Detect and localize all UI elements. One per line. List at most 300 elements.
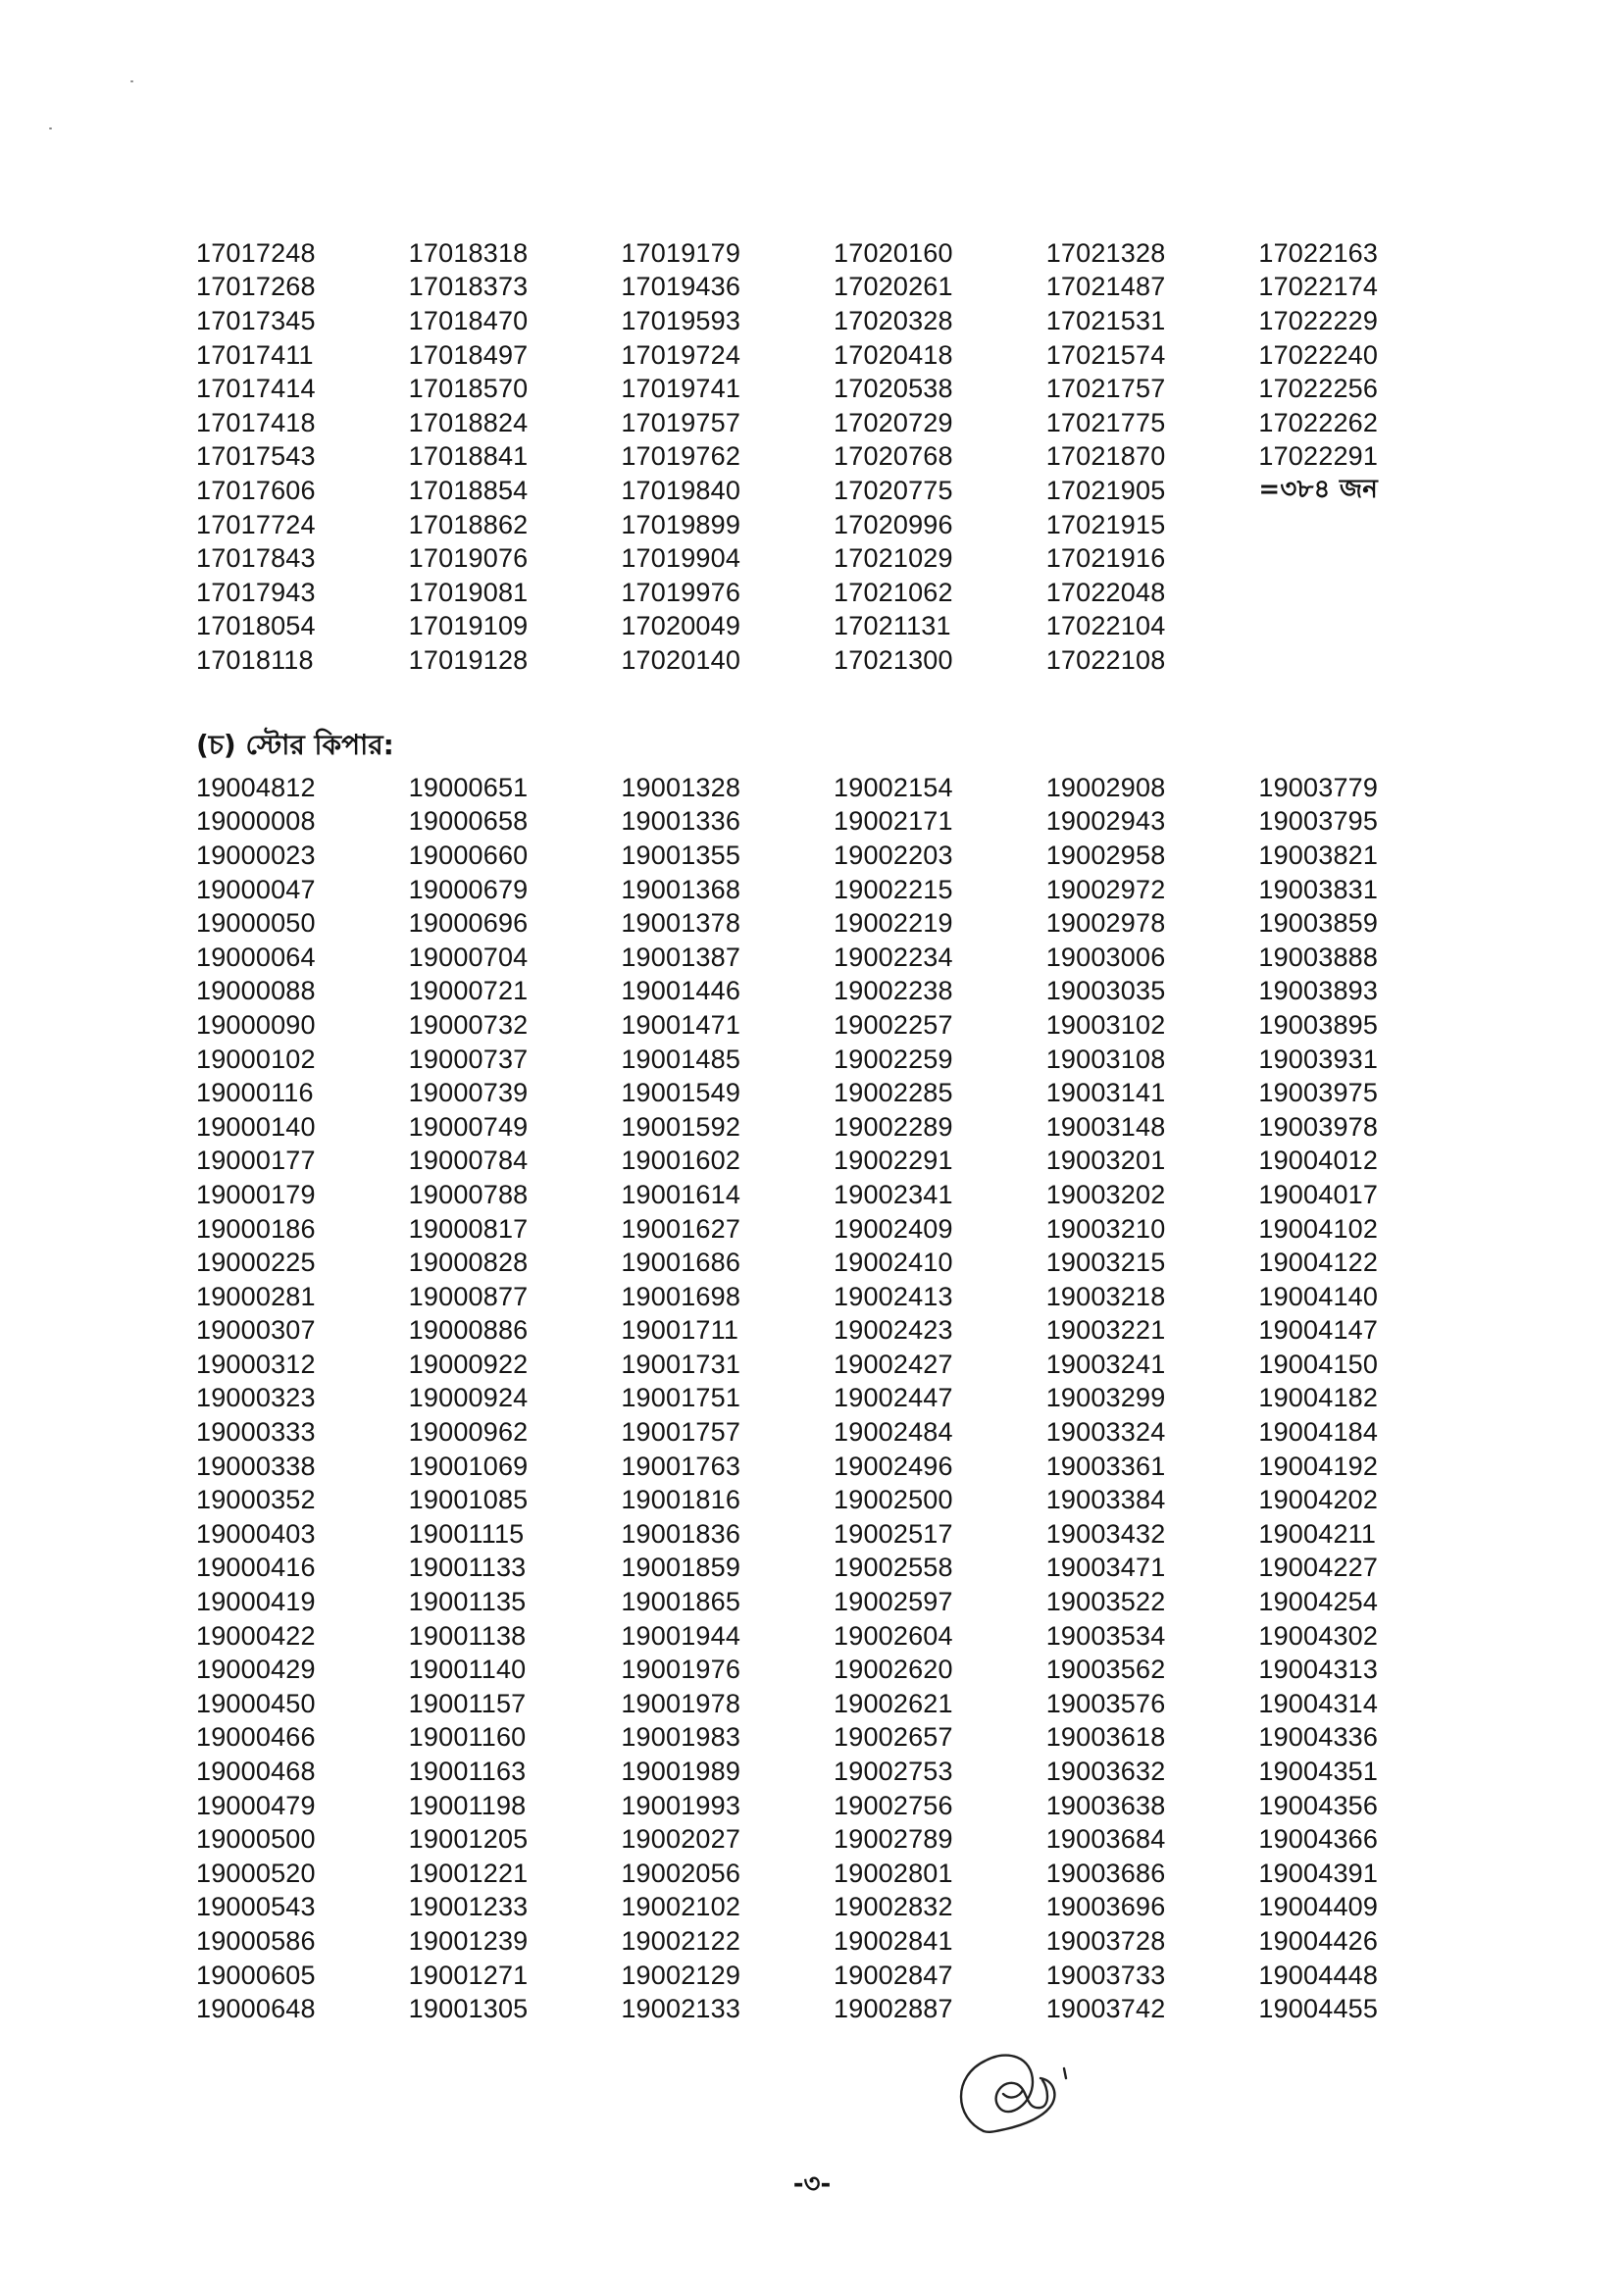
roll-number: 17019109 [408, 611, 529, 641]
roll-number: 19000479 [196, 1790, 316, 1820]
roll-number: 19001233 [408, 1892, 529, 1922]
roll-number: 19004391 [1258, 1858, 1379, 1888]
roll-number: 17019899 [621, 509, 741, 539]
roll-number: 17019840 [621, 475, 741, 505]
roll-number: 19001115 [408, 1518, 525, 1549]
roll-number: 17017248 [196, 237, 316, 268]
roll-number: 17019741 [621, 374, 741, 404]
roll-number: 19001592 [621, 1111, 741, 1142]
table-row [196, 1891, 1471, 1925]
roll-number: 19002171 [834, 806, 953, 837]
roll-number: 17020768 [834, 441, 953, 472]
roll-number: 19003632 [1045, 1757, 1166, 1787]
roll-number: 19000500 [196, 1824, 316, 1855]
roll-number: 17021915 [1045, 509, 1166, 539]
roll-number: 17018318 [408, 237, 529, 268]
roll-number: 19001602 [621, 1146, 741, 1176]
roll-number: 19000732 [408, 1009, 529, 1040]
roll-number: 19001271 [408, 1960, 529, 1990]
roll-number: 19002558 [834, 1553, 953, 1583]
table-row [196, 1008, 1471, 1043]
roll-number: 19002427 [834, 1349, 953, 1379]
table-row [196, 1280, 1471, 1314]
roll-number: 19004227 [1258, 1553, 1379, 1583]
roll-number: 19001549 [621, 1078, 741, 1108]
table-row [196, 406, 1471, 440]
roll-number: 19000090 [196, 1009, 316, 1040]
roll-number: 17020049 [621, 611, 741, 641]
roll-number: 19000739 [408, 1078, 529, 1108]
roll-number: 19004314 [1258, 1688, 1379, 1718]
table-row [196, 1348, 1471, 1382]
roll-number: 19003696 [1045, 1892, 1166, 1922]
roll-number: 17017543 [196, 441, 316, 472]
roll-number: 19003795 [1258, 806, 1379, 837]
roll-number: 19001978 [621, 1688, 741, 1718]
roll-number: 19004140 [1258, 1281, 1379, 1311]
roll-number: 19003562 [1045, 1655, 1166, 1685]
roll-number: 19003299 [1045, 1383, 1166, 1413]
roll-number: 19004184 [1258, 1417, 1379, 1448]
table-row [196, 1382, 1471, 1416]
roll-number: 19000225 [196, 1248, 316, 1278]
roll-number: 19002597 [834, 1587, 953, 1617]
roll-number: 17019757 [621, 407, 741, 437]
roll-number: 19004122 [1258, 1248, 1379, 1278]
table-row [196, 1517, 1471, 1552]
table-row [196, 1178, 1471, 1212]
roll-number: 19000338 [196, 1451, 316, 1481]
table-row [196, 1076, 1471, 1110]
roll-number: 19003742 [1045, 1994, 1166, 2024]
roll-number: 17017843 [196, 543, 316, 574]
scan-speck [130, 80, 133, 82]
roll-number: 17021328 [1045, 237, 1166, 268]
roll-number: 19004202 [1258, 1485, 1379, 1515]
roll-number: 19002154 [834, 772, 953, 802]
roll-number: 19000543 [196, 1892, 316, 1922]
roll-number: 19003895 [1258, 1009, 1379, 1040]
roll-number: 19002129 [621, 1960, 741, 1990]
roll-number: 19004017 [1258, 1179, 1379, 1209]
roll-number-grid-continued [196, 236, 1471, 678]
roll-number: 19000924 [408, 1383, 529, 1413]
roll-number: 19001305 [408, 1994, 529, 2024]
roll-number: 17019081 [408, 577, 529, 607]
roll-number: 19001757 [621, 1417, 741, 1448]
roll-number: 19004455 [1258, 1994, 1379, 2024]
roll-number: 19000116 [196, 1078, 314, 1108]
roll-number: 19002133 [621, 1994, 741, 2024]
roll-number: 19001446 [621, 976, 741, 1006]
roll-number: 19001989 [621, 1757, 741, 1787]
roll-number: 19000450 [196, 1688, 316, 1718]
roll-number: 19000064 [196, 942, 316, 972]
table-row [196, 1721, 1471, 1756]
roll-number: 19002756 [834, 1790, 953, 1820]
table-row [196, 271, 1471, 305]
roll-number: 19000008 [196, 806, 316, 837]
table-row [196, 1959, 1471, 1993]
roll-number: 19000922 [408, 1349, 529, 1379]
roll-number: 19001378 [621, 908, 741, 939]
roll-number: 19004313 [1258, 1655, 1379, 1685]
roll-number: 17022048 [1045, 577, 1166, 607]
roll-number: 19003534 [1045, 1620, 1166, 1651]
roll-number: 19003618 [1045, 1722, 1166, 1753]
roll-number: 19000102 [196, 1044, 316, 1074]
roll-number: 19003006 [1045, 942, 1166, 972]
roll-number: 17017411 [196, 339, 314, 370]
roll-number: 19003108 [1045, 1044, 1166, 1074]
roll-number: 17021029 [834, 543, 953, 574]
roll-number: 17017268 [196, 272, 316, 302]
roll-number: 19004812 [196, 772, 316, 802]
table-row [196, 1552, 1471, 1586]
roll-number: 19001328 [621, 772, 741, 802]
roll-number: 19003686 [1045, 1858, 1166, 1888]
roll-number: 19002500 [834, 1485, 953, 1515]
roll-number: 19000422 [196, 1620, 316, 1651]
roll-number: 17017418 [196, 407, 316, 437]
roll-number: 19003522 [1045, 1587, 1166, 1617]
roll-number: 19000281 [196, 1281, 316, 1311]
table-row [196, 1585, 1471, 1619]
roll-number: 17022262 [1258, 407, 1379, 437]
roll-number: 17022104 [1045, 611, 1166, 641]
roll-number: 17017414 [196, 374, 316, 404]
roll-number: 19002801 [834, 1858, 953, 1888]
roll-number: 19002291 [834, 1146, 953, 1176]
roll-number: 19000323 [196, 1383, 316, 1413]
table-row [196, 1857, 1471, 1891]
roll-number-grid-store-keeper [196, 771, 1471, 2026]
roll-number: 19002341 [834, 1179, 953, 1209]
roll-number: 17018841 [408, 441, 529, 472]
roll-number: 17020538 [834, 374, 953, 404]
roll-number: 19003215 [1045, 1248, 1166, 1278]
roll-number: 19003931 [1258, 1044, 1379, 1074]
roll-number: 19002423 [834, 1315, 953, 1346]
roll-number: 19000179 [196, 1179, 316, 1209]
table-row [196, 1653, 1471, 1687]
roll-number: 19003102 [1045, 1009, 1166, 1040]
roll-number: 17019436 [621, 272, 741, 302]
roll-number: 17022256 [1258, 374, 1379, 404]
roll-number: 19001069 [408, 1451, 529, 1481]
roll-number: 19004254 [1258, 1587, 1379, 1617]
roll-number: 17017606 [196, 475, 316, 505]
table-row [196, 805, 1471, 840]
roll-number: 19004211 [1258, 1518, 1377, 1549]
roll-number: 19001368 [621, 874, 741, 904]
roll-number: 17022174 [1258, 272, 1379, 302]
section-heading-store-keeper: (চ) স্টোর কিপার: [196, 729, 394, 761]
roll-number: 19004409 [1258, 1892, 1379, 1922]
roll-number: 19000877 [408, 1281, 529, 1311]
roll-number: 19000788 [408, 1179, 529, 1209]
roll-number: 19002657 [834, 1722, 953, 1753]
roll-number: 17018118 [196, 644, 314, 675]
table-row [196, 975, 1471, 1009]
roll-number: 19000047 [196, 874, 316, 904]
roll-number: 19003471 [1045, 1553, 1166, 1583]
roll-number: 17021300 [834, 644, 953, 675]
roll-number: 19001816 [621, 1485, 741, 1515]
roll-number: 19003221 [1045, 1315, 1166, 1346]
roll-number: 17021062 [834, 577, 953, 607]
roll-number: 19001976 [621, 1655, 741, 1685]
table-row [196, 338, 1471, 373]
roll-number: 19000050 [196, 908, 316, 939]
roll-number: 19000586 [196, 1925, 316, 1956]
roll-number: 19004192 [1258, 1451, 1379, 1481]
roll-number: 19001944 [621, 1620, 741, 1651]
roll-number: 19000651 [408, 772, 529, 802]
roll-number: 19001133 [408, 1553, 527, 1583]
roll-number: 17018862 [408, 509, 529, 539]
roll-number: 19003035 [1045, 976, 1166, 1006]
roll-number: 19001993 [621, 1790, 741, 1820]
roll-number: 19001485 [621, 1044, 741, 1074]
roll-number: 19002203 [834, 840, 953, 870]
roll-number: 19000660 [408, 840, 529, 870]
table-row [196, 771, 1471, 805]
roll-number: 17018497 [408, 339, 529, 370]
roll-number: 19004351 [1258, 1757, 1379, 1787]
roll-number: 19000088 [196, 976, 316, 1006]
page-number: -৩- [792, 2169, 832, 2199]
table-row [196, 1822, 1471, 1857]
roll-number: 19001763 [621, 1451, 741, 1481]
roll-number: 19003218 [1045, 1281, 1166, 1311]
roll-number: 19001085 [408, 1485, 529, 1515]
roll-number: 19002887 [834, 1994, 953, 2024]
roll-number: 19000403 [196, 1518, 316, 1549]
roll-number: 19002102 [621, 1892, 741, 1922]
table-row [196, 576, 1471, 610]
table-row [196, 906, 1471, 941]
roll-number: 19001698 [621, 1281, 741, 1311]
roll-number: 19002841 [834, 1925, 953, 1956]
roll-number: 19003210 [1045, 1213, 1166, 1244]
roll-number: 19001157 [408, 1688, 527, 1718]
roll-number: 17018054 [196, 611, 316, 641]
roll-number: 19000962 [408, 1417, 529, 1448]
roll-number: 19001198 [408, 1790, 527, 1820]
signature [946, 2035, 1093, 2153]
roll-number: 17018373 [408, 272, 529, 302]
roll-number: 17022163 [1258, 237, 1379, 268]
roll-number: 19000416 [196, 1553, 316, 1583]
table-row [196, 873, 1471, 907]
roll-number: 19002413 [834, 1281, 953, 1311]
roll-number: 19000177 [196, 1146, 316, 1176]
roll-number: 19002832 [834, 1892, 953, 1922]
roll-number: 19002215 [834, 874, 953, 904]
roll-number: 19000749 [408, 1111, 529, 1142]
roll-number: 19002410 [834, 1248, 953, 1278]
scan-speck [49, 127, 52, 129]
roll-number: 19000648 [196, 1994, 316, 2024]
roll-number: 19003821 [1258, 840, 1379, 870]
roll-number: 19000886 [408, 1315, 529, 1346]
roll-number: 19001221 [408, 1858, 529, 1888]
roll-number: 19003202 [1045, 1179, 1166, 1209]
roll-number: 17019724 [621, 339, 741, 370]
roll-number: 19002847 [834, 1960, 953, 1990]
table-row [196, 1110, 1471, 1145]
roll-number: 19003978 [1258, 1111, 1379, 1142]
roll-number: 19000679 [408, 874, 529, 904]
roll-number: 19003384 [1045, 1485, 1166, 1515]
roll-number: 19001859 [621, 1553, 741, 1583]
roll-number: 19000307 [196, 1315, 316, 1346]
roll-number: 19002122 [621, 1925, 741, 1956]
table-row [196, 1924, 1471, 1959]
roll-number: 19003201 [1045, 1146, 1166, 1176]
roll-number: 19002943 [1045, 806, 1166, 837]
roll-number: 17021531 [1045, 305, 1166, 335]
roll-number: 17021757 [1045, 374, 1166, 404]
roll-number: 19001836 [621, 1518, 741, 1549]
table-row [196, 839, 1471, 873]
roll-number: 19000704 [408, 942, 529, 972]
roll-number: 19002285 [834, 1078, 953, 1108]
roll-number: 19004356 [1258, 1790, 1379, 1820]
roll-number: 19000466 [196, 1722, 316, 1753]
roll-number: 19001160 [408, 1722, 527, 1753]
roll-number: 19001138 [408, 1620, 527, 1651]
table-row [196, 236, 1471, 271]
roll-number: 17017724 [196, 509, 316, 539]
roll-number: 19004336 [1258, 1722, 1379, 1753]
table-row [196, 643, 1471, 678]
roll-number: 19004366 [1258, 1824, 1379, 1855]
roll-number: 19001731 [621, 1349, 741, 1379]
table-row [196, 1314, 1471, 1349]
roll-number: 19003148 [1045, 1111, 1166, 1142]
roll-number: 17019904 [621, 543, 741, 574]
roll-number: 17021487 [1045, 272, 1166, 302]
roll-number: 19002972 [1045, 874, 1166, 904]
roll-number: 19000023 [196, 840, 316, 870]
table-row [196, 304, 1471, 338]
roll-number: 17019179 [621, 237, 741, 268]
roll-number: 19002056 [621, 1858, 741, 1888]
roll-number: 19002289 [834, 1111, 953, 1142]
roll-number: 19002753 [834, 1757, 953, 1787]
table-row [196, 1483, 1471, 1517]
roll-number: 17022229 [1258, 305, 1379, 335]
roll-number: 19003859 [1258, 908, 1379, 939]
table-row [196, 1755, 1471, 1789]
roll-number: 17017943 [196, 577, 316, 607]
roll-number: 17022240 [1258, 339, 1379, 370]
roll-number: 19002496 [834, 1451, 953, 1481]
roll-number: 17021131 [834, 611, 951, 641]
roll-number: 19003141 [1045, 1078, 1166, 1108]
table-row [196, 1212, 1471, 1247]
roll-number: 19000140 [196, 1111, 316, 1142]
roll-number: 19000186 [196, 1213, 316, 1244]
roll-number: 19002958 [1045, 840, 1166, 870]
roll-number: 19000817 [408, 1213, 529, 1244]
roll-number: 17020261 [834, 272, 953, 302]
roll-number: 17021870 [1045, 441, 1166, 472]
roll-number: 19000468 [196, 1757, 316, 1787]
roll-number: 19003684 [1045, 1824, 1166, 1855]
roll-number: 17019076 [408, 543, 529, 574]
roll-number: 19003779 [1258, 772, 1379, 802]
roll-number: 19004448 [1258, 1960, 1379, 1990]
roll-number: 19002978 [1045, 908, 1166, 939]
roll-number: 19000737 [408, 1044, 529, 1074]
roll-number: 19002027 [621, 1824, 741, 1855]
roll-number: 19003324 [1045, 1417, 1166, 1448]
roll-number: 19001865 [621, 1587, 741, 1617]
roll-number: 19003888 [1258, 942, 1379, 972]
roll-number: 17018470 [408, 305, 529, 335]
roll-number: 19001239 [408, 1925, 529, 1956]
roll-number: 17020160 [834, 237, 953, 268]
roll-number: 19004150 [1258, 1349, 1379, 1379]
roll-number: 17020140 [621, 644, 741, 675]
roll-number: 17020775 [834, 475, 953, 505]
roll-number: 19000696 [408, 908, 529, 939]
roll-number: 17022291 [1258, 441, 1379, 472]
roll-number: 17020996 [834, 509, 953, 539]
roll-number: 17017345 [196, 305, 316, 335]
roll-number: 19003893 [1258, 976, 1379, 1006]
roll-number: 17018854 [408, 475, 529, 505]
roll-number: 19001355 [621, 840, 741, 870]
roll-number: 19004182 [1258, 1383, 1379, 1413]
roll-number: 19003432 [1045, 1518, 1166, 1549]
roll-number: 17019976 [621, 577, 741, 607]
roll-number: 17019128 [408, 644, 529, 675]
roll-number: 19002257 [834, 1009, 953, 1040]
table-row [196, 941, 1471, 975]
roll-number: 19003975 [1258, 1078, 1379, 1108]
roll-number: 19000333 [196, 1417, 316, 1448]
roll-number: 19004147 [1258, 1315, 1379, 1346]
roll-number: 19000312 [196, 1349, 316, 1379]
roll-number: 19002517 [834, 1518, 953, 1549]
roll-number: 17020328 [834, 305, 953, 335]
table-row [196, 1246, 1471, 1280]
roll-number: 19002604 [834, 1620, 953, 1651]
roll-number: 19000784 [408, 1146, 529, 1176]
roll-number: 19001387 [621, 942, 741, 972]
roll-number: 19003638 [1045, 1790, 1166, 1820]
roll-number: 19000520 [196, 1858, 316, 1888]
total-count: =৩৮৪ জন [1258, 475, 1379, 505]
roll-number: 19002620 [834, 1655, 953, 1685]
roll-number: 19004302 [1258, 1620, 1379, 1651]
table-row [196, 1415, 1471, 1450]
roll-number: 19003733 [1045, 1960, 1166, 1990]
roll-number: 19001135 [408, 1587, 527, 1617]
roll-number: 17018570 [408, 374, 529, 404]
table-row [196, 1450, 1471, 1484]
roll-number: 19002908 [1045, 772, 1166, 802]
roll-number: 19001983 [621, 1722, 741, 1753]
roll-number: 19002219 [834, 908, 953, 939]
roll-number: 19000658 [408, 806, 529, 837]
roll-number: 19003728 [1045, 1925, 1166, 1956]
roll-number: 19001205 [408, 1824, 529, 1855]
